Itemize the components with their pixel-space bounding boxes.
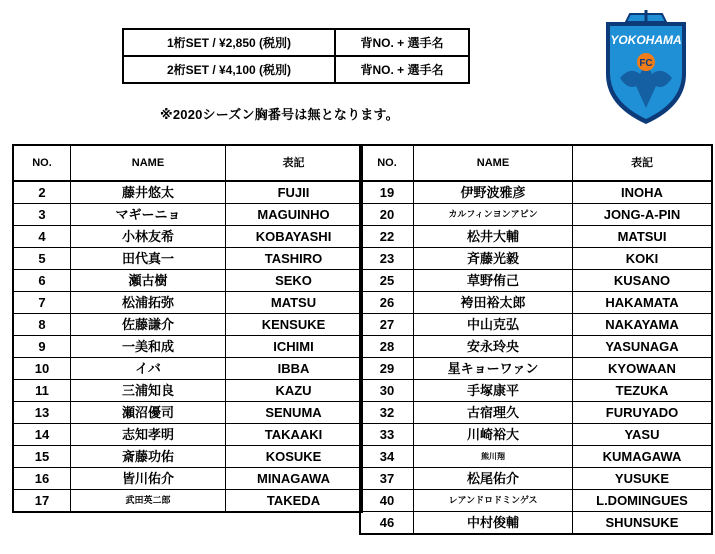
table-row: [360, 512, 712, 535]
player-no: 2: [13, 181, 71, 204]
player-no: 20: [360, 204, 414, 226]
player-name: 斎藤功佑: [71, 446, 226, 468]
table-row: [13, 204, 362, 226]
player-no: 19: [360, 181, 414, 204]
table-row: [360, 358, 712, 380]
player-no: 37: [360, 468, 414, 490]
player-hyoki: KOSUKE: [226, 446, 363, 468]
player-hyoki: MAGUINHO: [226, 204, 363, 226]
player-name: 皆川佑介: [71, 468, 226, 490]
player-no: 28: [360, 336, 414, 358]
table-row: [360, 468, 712, 490]
season-note: ※2020シーズン胸番号は無となります。: [160, 107, 399, 122]
table-row: [13, 468, 362, 490]
table-row: [360, 336, 712, 358]
table-row: [13, 248, 362, 270]
player-no: 34: [360, 446, 414, 468]
player-name: 伊野波雅彦: [414, 181, 573, 204]
player-hyoki: INOHA: [573, 181, 713, 204]
player-name: 一美和成: [71, 336, 226, 358]
player-hyoki: FURUYADO: [573, 402, 713, 424]
table-row: [13, 314, 362, 336]
table-row: [360, 490, 712, 512]
player-name: 武田英二郎: [71, 490, 226, 513]
table-row: [360, 226, 712, 248]
table-row: [13, 424, 362, 446]
player-name: 手塚康平: [414, 380, 573, 402]
player-hyoki: SENUMA: [226, 402, 363, 424]
player-hyoki: KAZU: [226, 380, 363, 402]
player-name: 草野侑己: [414, 270, 573, 292]
player-hyoki: KENSUKE: [226, 314, 363, 336]
player-no: 26: [360, 292, 414, 314]
player-hyoki: NAKAYAMA: [573, 314, 713, 336]
table-row: [360, 380, 712, 402]
player-name: レアンドロドミンゲス: [414, 490, 573, 512]
player-no: 3: [13, 204, 71, 226]
player-no: 27: [360, 314, 414, 336]
header-hyoki: 表記: [226, 145, 363, 181]
header-no: NO.: [360, 145, 414, 181]
player-no: 7: [13, 292, 71, 314]
table-row: [13, 181, 362, 204]
player-no: 22: [360, 226, 414, 248]
table-row: [360, 270, 712, 292]
player-hyoki: YASU: [573, 424, 713, 446]
table-row: [13, 358, 362, 380]
player-name: 松浦拓弥: [71, 292, 226, 314]
table-row: [13, 336, 362, 358]
table-row: [360, 402, 712, 424]
player-hyoki: YASUNAGA: [573, 336, 713, 358]
player-hyoki: MATSUI: [573, 226, 713, 248]
player-no: 5: [13, 248, 71, 270]
player-hyoki: L.DOMINGUES: [573, 490, 713, 512]
player-no: 17: [13, 490, 71, 513]
player-name: 松尾佑介: [414, 468, 573, 490]
pricing-row: [123, 56, 469, 83]
header-name: NAME: [414, 145, 573, 181]
player-hyoki: TAKEDA: [226, 490, 363, 513]
player-name: 小林友希: [71, 226, 226, 248]
player-no: 32: [360, 402, 414, 424]
player-no: 14: [13, 424, 71, 446]
pricing-plan: 2桁SET / ¥4,100 (税別): [123, 56, 335, 83]
player-hyoki: ICHIMI: [226, 336, 363, 358]
player-no: 29: [360, 358, 414, 380]
player-hyoki: KUSANO: [573, 270, 713, 292]
table-row: [13, 490, 362, 513]
player-no: 4: [13, 226, 71, 248]
player-hyoki: MINAGAWA: [226, 468, 363, 490]
header-no: NO.: [13, 145, 71, 181]
player-no: 9: [13, 336, 71, 358]
player-no: 40: [360, 490, 414, 512]
roster-table-right: [359, 144, 713, 535]
player-hyoki: FUJII: [226, 181, 363, 204]
table-row: [13, 380, 362, 402]
player-name: カルフィンヨンアピン: [414, 204, 573, 226]
player-name: 古宿理久: [414, 402, 573, 424]
player-hyoki: KUMAGAWA: [573, 446, 713, 468]
player-no: 15: [13, 446, 71, 468]
table-row: [360, 248, 712, 270]
player-name: 三浦知良: [71, 380, 226, 402]
player-name: 藤井悠太: [71, 181, 226, 204]
player-name: 安永玲央: [414, 336, 573, 358]
player-name: 田代真一: [71, 248, 226, 270]
table-row: [360, 446, 712, 468]
pricing-table: [122, 28, 470, 84]
player-name: 瀬古樹: [71, 270, 226, 292]
table-row: [13, 402, 362, 424]
player-name: 川崎裕大: [414, 424, 573, 446]
header-hyoki: 表記: [573, 145, 713, 181]
player-name: イバ: [71, 358, 226, 380]
pricing-content: 背NO. + 選手名: [335, 56, 469, 83]
player-no: 13: [13, 402, 71, 424]
table-row: [360, 204, 712, 226]
logo-badge: FC: [639, 58, 653, 69]
table-row: [360, 292, 712, 314]
player-no: 25: [360, 270, 414, 292]
player-hyoki: MATSU: [226, 292, 363, 314]
player-hyoki: TAKAAKI: [226, 424, 363, 446]
player-name: 斉藤光毅: [414, 248, 573, 270]
player-no: 6: [13, 270, 71, 292]
player-hyoki: KYOWAAN: [573, 358, 713, 380]
player-hyoki: TASHIRO: [226, 248, 363, 270]
table-row: [13, 446, 362, 468]
player-no: 16: [13, 468, 71, 490]
player-hyoki: KOBAYASHI: [226, 226, 363, 248]
player-name: 袴田裕太郎: [414, 292, 573, 314]
player-name: 志知孝明: [71, 424, 226, 446]
player-hyoki: YUSUKE: [573, 468, 713, 490]
table-row: [360, 424, 712, 446]
logo-text: YOKOHAMA: [610, 33, 682, 47]
pricing-content: 背NO. + 選手名: [335, 29, 469, 56]
pricing-row: [123, 29, 469, 56]
table-row: [360, 314, 712, 336]
player-name: 熊川翔: [414, 446, 573, 468]
player-hyoki: HAKAMATA: [573, 292, 713, 314]
table-row: [13, 226, 362, 248]
player-hyoki: SHUNSUKE: [573, 512, 713, 535]
table-row: [360, 181, 712, 204]
player-name: 星キョーワァン: [414, 358, 573, 380]
player-hyoki: JONG-A-PIN: [573, 204, 713, 226]
yokohama-fc-logo: [600, 8, 692, 126]
header-name: NAME: [71, 145, 226, 181]
player-hyoki: TEZUKA: [573, 380, 713, 402]
player-hyoki: IBBA: [226, 358, 363, 380]
player-name: 佐藤謙介: [71, 314, 226, 336]
player-hyoki: SEKO: [226, 270, 363, 292]
player-no: 30: [360, 380, 414, 402]
player-no: 23: [360, 248, 414, 270]
player-no: 10: [13, 358, 71, 380]
table-row: [13, 292, 362, 314]
table-header-row: [13, 145, 362, 181]
player-name: 中村俊輔: [414, 512, 573, 535]
player-no: 46: [360, 512, 414, 535]
player-hyoki: KOKI: [573, 248, 713, 270]
player-name: マギーニョ: [71, 204, 226, 226]
table-row: [13, 270, 362, 292]
player-no: 8: [13, 314, 71, 336]
table-header-row: [360, 145, 712, 181]
player-name: 中山克弘: [414, 314, 573, 336]
player-name: 瀬沼優司: [71, 402, 226, 424]
pricing-plan: 1桁SET / ¥2,850 (税別): [123, 29, 335, 56]
player-name: 松井大輔: [414, 226, 573, 248]
roster-table-left: [12, 144, 363, 513]
player-no: 33: [360, 424, 414, 446]
player-no: 11: [13, 380, 71, 402]
